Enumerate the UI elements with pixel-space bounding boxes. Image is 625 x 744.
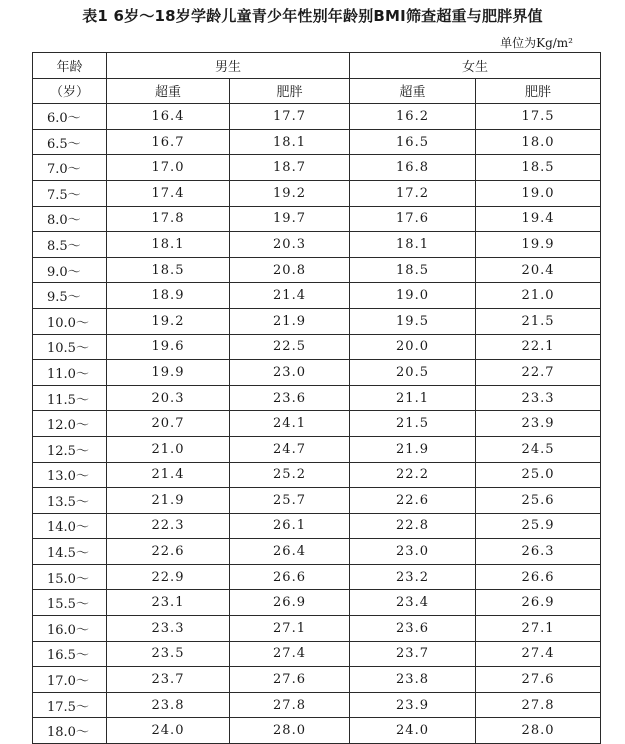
age-cell: 12.5～ (33, 436, 107, 462)
female-overweight-cell: 18.1 (350, 232, 476, 258)
male-obese-cell: 21.9 (230, 308, 350, 334)
table-row (33, 283, 601, 309)
table-row (33, 385, 601, 411)
female-overweight-cell: 23.9 (350, 692, 476, 718)
male-overweight-cell: 20.7 (107, 411, 230, 437)
female-obese-cell: 18.0 (476, 129, 601, 155)
age-cell: 13.0～ (33, 462, 107, 488)
table-body (33, 104, 601, 744)
male-overweight-cell: 17.0 (107, 155, 230, 181)
table-row (33, 257, 601, 283)
male-overweight-cell: 18.5 (107, 257, 230, 283)
female-overweight-cell: 16.8 (350, 155, 476, 181)
age-unit-header: （岁） (33, 78, 107, 104)
male-obese-cell: 26.4 (230, 539, 350, 565)
female-obese-cell: 26.3 (476, 539, 601, 565)
female-obese-cell: 24.5 (476, 436, 601, 462)
age-cell: 8.5～ (33, 232, 107, 258)
table-row (33, 411, 601, 437)
female-overweight-cell: 21.5 (350, 411, 476, 437)
table-row (33, 206, 601, 232)
female-obese-cell: 20.4 (476, 257, 601, 283)
female-overweight-cell: 19.5 (350, 308, 476, 334)
female-overweight-cell: 21.1 (350, 385, 476, 411)
table-row (33, 488, 601, 514)
male-obese-cell: 20.3 (230, 232, 350, 258)
female-overweight-cell: 17.6 (350, 206, 476, 232)
age-cell: 9.5～ (33, 283, 107, 309)
male-obese-cell: 26.9 (230, 590, 350, 616)
female-obese-cell: 21.5 (476, 308, 601, 334)
male-overweight-cell: 22.3 (107, 513, 230, 539)
table-title: 表1 6岁～18岁学龄儿童青少年性别年龄别BMI筛查超重与肥胖界值 (82, 7, 543, 25)
male-obese-cell: 27.8 (230, 692, 350, 718)
age-cell: 9.0～ (33, 257, 107, 283)
female-obese-cell: 25.0 (476, 462, 601, 488)
female-overweight-cell: 20.5 (350, 360, 476, 386)
table-row (33, 718, 601, 744)
female-obese-cell: 21.0 (476, 283, 601, 309)
female-overweight-cell: 23.4 (350, 590, 476, 616)
male-obese-cell: 24.7 (230, 436, 350, 462)
female-obese-cell: 19.0 (476, 180, 601, 206)
female-overweight-cell: 17.2 (350, 180, 476, 206)
age-cell: 17.5～ (33, 692, 107, 718)
male-overweight-cell: 23.3 (107, 616, 230, 642)
male-overweight-cell: 21.0 (107, 436, 230, 462)
female-overweight-cell: 16.5 (350, 129, 476, 155)
table-row (33, 539, 601, 565)
age-cell: 14.5～ (33, 539, 107, 565)
table-row (33, 564, 601, 590)
table-row (33, 334, 601, 360)
female-obese-cell: 27.8 (476, 692, 601, 718)
table-row (33, 692, 601, 718)
female-obese-cell: 23.3 (476, 385, 601, 411)
age-cell: 12.0～ (33, 411, 107, 437)
female-obese-cell: 19.4 (476, 206, 601, 232)
male-obese-cell: 25.2 (230, 462, 350, 488)
female-obese-cell: 22.7 (476, 360, 601, 386)
male-overweight-cell: 19.6 (107, 334, 230, 360)
female-overweight-cell: 22.2 (350, 462, 476, 488)
age-cell: 7.0～ (33, 155, 107, 181)
female-overweight-cell: 23.7 (350, 641, 476, 667)
female-overweight-cell: 23.2 (350, 564, 476, 590)
male-overweight-cell: 23.7 (107, 667, 230, 693)
male-obese-cell: 27.1 (230, 616, 350, 642)
table-row (33, 104, 601, 130)
male-overweight-cell: 22.6 (107, 539, 230, 565)
male-obese-header: 肥胖 (230, 78, 350, 104)
table-row (33, 436, 601, 462)
female-obese-cell: 25.9 (476, 513, 601, 539)
age-cell: 7.5～ (33, 180, 107, 206)
female-overweight-cell: 20.0 (350, 334, 476, 360)
female-overweight-cell: 22.8 (350, 513, 476, 539)
male-overweight-header: 超重 (107, 78, 230, 104)
male-obese-cell: 23.0 (230, 360, 350, 386)
table-row (33, 360, 601, 386)
male-obese-cell: 19.2 (230, 180, 350, 206)
female-overweight-cell: 23.8 (350, 667, 476, 693)
female-overweight-cell: 22.6 (350, 488, 476, 514)
female-obese-cell: 19.9 (476, 232, 601, 258)
age-cell: 11.5～ (33, 385, 107, 411)
table-row (33, 232, 601, 258)
female-obese-cell: 27.4 (476, 641, 601, 667)
male-overweight-cell: 24.0 (107, 718, 230, 744)
header-row-1 (33, 53, 601, 79)
table-row (33, 155, 601, 181)
female-overweight-cell: 24.0 (350, 718, 476, 744)
age-cell: 11.0～ (33, 360, 107, 386)
male-obese-cell: 21.4 (230, 283, 350, 309)
table-row (33, 616, 601, 642)
male-overweight-cell: 19.2 (107, 308, 230, 334)
age-cell: 15.5～ (33, 590, 107, 616)
age-cell: 16.0～ (33, 616, 107, 642)
female-overweight-cell: 21.9 (350, 436, 476, 462)
male-obese-cell: 18.1 (230, 129, 350, 155)
male-overweight-cell: 17.4 (107, 180, 230, 206)
female-obese-cell: 18.5 (476, 155, 601, 181)
male-obese-cell: 25.7 (230, 488, 350, 514)
table-row (33, 590, 601, 616)
age-cell: 10.0～ (33, 308, 107, 334)
female-obese-cell: 23.9 (476, 411, 601, 437)
female-overweight-cell: 16.2 (350, 104, 476, 130)
male-obese-cell: 26.1 (230, 513, 350, 539)
male-overweight-cell: 22.9 (107, 564, 230, 590)
male-obese-cell: 19.7 (230, 206, 350, 232)
male-obese-cell: 28.0 (230, 718, 350, 744)
female-obese-cell: 27.1 (476, 616, 601, 642)
female-obese-header: 肥胖 (476, 78, 601, 104)
age-cell: 18.0～ (33, 718, 107, 744)
table-row (33, 308, 601, 334)
male-obese-cell: 18.7 (230, 155, 350, 181)
table-row (33, 462, 601, 488)
female-obese-cell: 17.5 (476, 104, 601, 130)
age-cell: 15.0～ (33, 564, 107, 590)
female-overweight-header: 超重 (350, 78, 476, 104)
age-cell: 6.5～ (33, 129, 107, 155)
male-obese-cell: 27.6 (230, 667, 350, 693)
male-overweight-cell: 16.4 (107, 104, 230, 130)
male-obese-cell: 20.8 (230, 257, 350, 283)
male-obese-cell: 24.1 (230, 411, 350, 437)
male-obese-cell: 23.6 (230, 385, 350, 411)
table-row (33, 180, 601, 206)
male-overweight-cell: 23.5 (107, 641, 230, 667)
female-obese-cell: 27.6 (476, 667, 601, 693)
table-row (33, 513, 601, 539)
female-header: 女生 (350, 53, 601, 79)
male-overweight-cell: 21.9 (107, 488, 230, 514)
table-row (33, 641, 601, 667)
male-overweight-cell: 20.3 (107, 385, 230, 411)
female-overweight-cell: 23.0 (350, 539, 476, 565)
male-overweight-cell: 18.9 (107, 283, 230, 309)
age-cell: 14.0～ (33, 513, 107, 539)
table-row (33, 129, 601, 155)
female-obese-cell: 26.9 (476, 590, 601, 616)
male-overweight-cell: 21.4 (107, 462, 230, 488)
male-obese-cell: 27.4 (230, 641, 350, 667)
female-overweight-cell: 18.5 (350, 257, 476, 283)
female-obese-cell: 22.1 (476, 334, 601, 360)
age-cell: 16.5～ (33, 641, 107, 667)
female-overweight-cell: 23.6 (350, 616, 476, 642)
age-cell: 10.5～ (33, 334, 107, 360)
age-cell: 6.0～ (33, 104, 107, 130)
male-overweight-cell: 23.1 (107, 590, 230, 616)
male-obese-cell: 26.6 (230, 564, 350, 590)
male-overweight-cell: 16.7 (107, 129, 230, 155)
male-overweight-cell: 19.9 (107, 360, 230, 386)
male-obese-cell: 22.5 (230, 334, 350, 360)
female-obese-cell: 25.6 (476, 488, 601, 514)
age-cell: 17.0～ (33, 667, 107, 693)
male-overweight-cell: 23.8 (107, 692, 230, 718)
female-obese-cell: 26.6 (476, 564, 601, 590)
age-cell: 8.0～ (33, 206, 107, 232)
female-overweight-cell: 19.0 (350, 283, 476, 309)
male-obese-cell: 17.7 (230, 104, 350, 130)
age-header: 年龄 (33, 53, 107, 79)
age-cell: 13.5～ (33, 488, 107, 514)
bmi-table (32, 52, 601, 744)
male-overweight-cell: 17.8 (107, 206, 230, 232)
header-row-2 (33, 78, 601, 104)
male-header: 男生 (107, 53, 350, 79)
table-row (33, 667, 601, 693)
unit-label: 单位为Kg/m² (500, 36, 573, 50)
male-overweight-cell: 18.1 (107, 232, 230, 258)
female-obese-cell: 28.0 (476, 718, 601, 744)
